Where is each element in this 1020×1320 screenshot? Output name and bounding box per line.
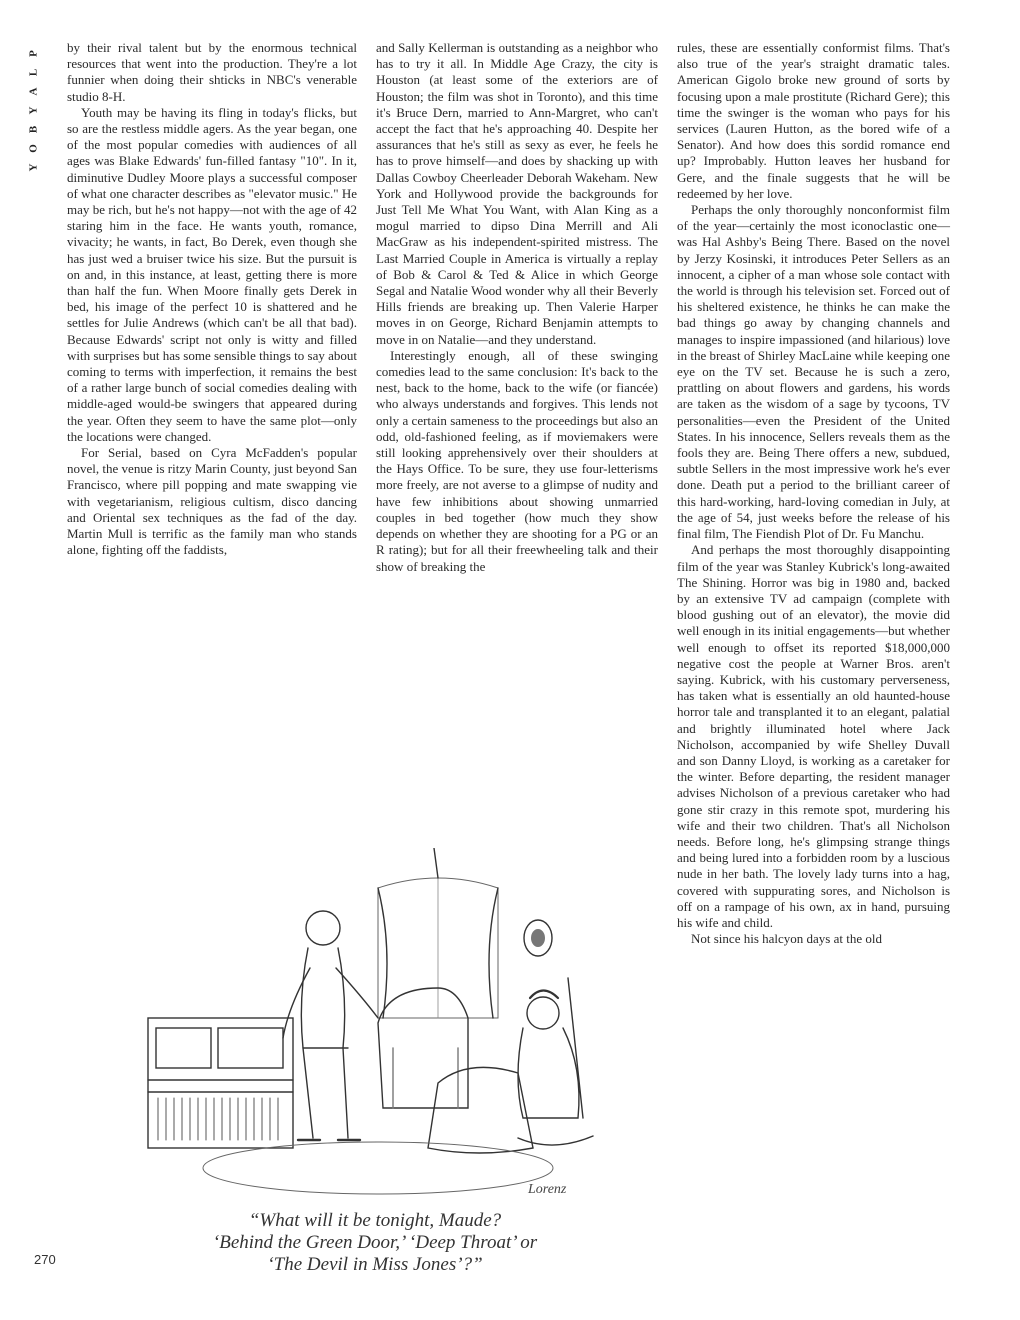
masthead-letter: Y [27, 106, 40, 115]
page-number: 270 [34, 1252, 56, 1267]
masthead-letter: L [27, 68, 40, 77]
article-column-1 [67, 40, 357, 559]
masthead-letter: B [27, 125, 40, 134]
paragraph: Youth may be having its fling in today's flicks, but so are the restless middle agers. As the year began, one of the most popular comedies with audiences of all ages was Blake Edwards' fun-filled fantasy "10". In it, diminutive Dudley Moore plays a successful composer of what one character describes as "elevator music." He may be rich, but he's not happy—not with the age of 42 staring him in the face. He wants youth, romance, vivacity; he wants, in fact, Bo Derek, even though she has just wed a bruiser twice his size. But the pursuit is on and, in this instance, at least, getting there is more than half the fun. When Moore finally gets Derek in bed, his image of the perfect 10 is shattered and he settles for Julie Andrews (which can't be all that bad). Because Edwards' script not only is witty and filled with surprises but has some sensible things to say about coming to terms with imperfection, it remains the best of a rather large bunch of social comedies dealing with middle-aged would-be swingers that appeared during the year. Often they seem to have the same plot—only the locations were changed. [67, 104, 357, 444]
magazine-name-vertical [26, 44, 42, 177]
caption-line: ‘Behind the Green Door,’ ‘Deep Throat’ or [212, 1232, 538, 1253]
cartoon-illustration [138, 848, 608, 1210]
article-column-3 [677, 40, 950, 947]
paragraph: For Serial, based on Cyra McFadden's popular novel, the venue is ritzy Marin County, just beyond San Francisco, where pill popping and mate swapping vie with vegetarianism, religious cultism, disco dancing and Oriental sex techniques as the fad of the day. Martin Mull is terrific as the family man who stands alone, fighting off the faddists, [67, 445, 357, 558]
paragraph: and Sally Kellerman is outstanding as a neighbor who has to try it all. In Middle Age Crazy, the city is Houston (at least some of the exteriors are of Houston; the film was shot in Toronto), and this time it's Bruce Dern, married to Ann-Margret, who can't accept the fact that he's approaching 40. Despite her assurances that he's still as sexy as ever, he feels he has to prove himself—and does by shacking up with Dallas Cowboy Cheerleader Deborah Wakeham. New York and Hollywood provide the backgrounds for Just Tell Me What You Want, with Alan King as a mogul married to dipso Dina Merrill and Ali MacGraw as his independent-spirited mistress. The Last Married Couple in America is virtually a replay of Bob & Carol & Ted & Alice in which George Segal and Natalie Wood wonder why all their Beverly Hills friends are breaking up. Then Valerie Harper moves in on George, Richard Benjamin attempts to move in on Natalie—and they understand. [376, 40, 658, 347]
paragraph: by their rival talent but by the enormous technical resources that went into the production. They're a lot funnier when doing their shticks in NBC's venerable studio 8-H. [67, 40, 357, 104]
masthead-letter: O [27, 144, 40, 153]
paragraph: rules, these are essentially conformist films. That's also true of the year's straight dramatic tales. American Gigolo broke new ground of sorts by focusing upon a male prostitute (Richard Gere); this time the swinger is the woman who pays for his services (Lauren Hutton, as the bored wife of a Senator). And how does this sordid romance end up? Improbably. Hutton leaves her husband for Gere, and the finale suggests that he will be redeemed by her love. [677, 40, 950, 201]
masthead-letter: Y [27, 163, 40, 172]
paragraph: Interestingly enough, all of these swinging comedies lead to the same conclusion: It's back to the nest, back to the home, back to the wife (or fiancée) who always understands and forgives. This lends not only a certain sameness to the proceedings but also an odd, old-fashioned feeling, as if moviemakers were still looking apprehensively over their shoulders at the Hays Office. To be sure, they use four-letterisms more freely, are not averse to a glimpse of nudity and have few inhibitions about showing unmarried couples in bed together (how much they show depends on whether they are shooting for a PG or an R rating); but for all their freewheeling talk and their show of breaking the [376, 347, 658, 574]
caption-line: ‘The Devil in Miss Jones’?” [267, 1254, 483, 1275]
cartoon-signature: Lorenz [528, 1182, 567, 1197]
paragraph: Not since his halcyon days at the old [691, 931, 882, 947]
masthead-letter: A [27, 87, 40, 96]
paragraph: Perhaps the only thoroughly nonconformist film of the year—certainly the most iconoclastic one—was Hal Ashby's Being There. Based on the novel by Jerzy Kosinski, it introduces Peter Sellers as an innocent, a cipher of a man whose sole contact with the world is through his television set. Forced out of his sheltered existence, he thinks he can make the bad things go away by changing channels and manages to inspire impassioned (and hilarious) love in the breast of Shirley MacLaine while keeping one eye on the TV set. Because he is such a zero, prattling on about flowers and gardens, his words are taken as the wisdom of a sage by tycoons, TV personalities—even the President of the United States. In his innocence, Sellers reveals them as the fools they are. Being There offers a new, subdued, subtle Sellers in the most impressive work he's ever done. Death put a period to the brilliant career of this hard-working, hard-loving comedian in July, at the age of 54, just weeks before the release of his final film, The Fiendish Plot of Dr. Fu Manchu. [677, 202, 950, 542]
masthead-letter: P [27, 50, 40, 57]
paragraph: And perhaps the most thoroughly disappointing film of the year was Stanley Kubrick's long-awaited The Shining. Horror was big in 1980 and, backed by an extensive TV ad campaign (complete with blood gushing out of an elevator), the movie did well enough in its initial engagements—but whether well enough to offset its reported $18,000,000 negative cost the people at Warner Bros. aren't saying. Kubrick, with his customary perverseness, has taken what is essentially an old haunted-house horror tale and transplanted it to an elegant, palatial and brightly illuminated hotel where Jack Nicholson, accompanied by wife Shelley Duvall and son Danny Lloyd, is working as a caretaker for the winter. Before departing, the resident manager advises Nicholson of a previous caretaker who had gone stir crazy in this remote spot, murdering his wife and their two children. That's all Nicholson needs. Before long, he's glimpsing strange things and being lured into a forbidden room by a luscious nude in her bath. The lovely lady turns into a hag, covered with suppurating sores, and Nicholson is off on a rampage of his own, ax in hand, pursuing his wife and child. [677, 542, 950, 930]
caption-line: “What will it be tonight, Maude? [248, 1210, 502, 1231]
article-column-2 [376, 40, 658, 575]
cartoon-caption [140, 1210, 610, 1276]
